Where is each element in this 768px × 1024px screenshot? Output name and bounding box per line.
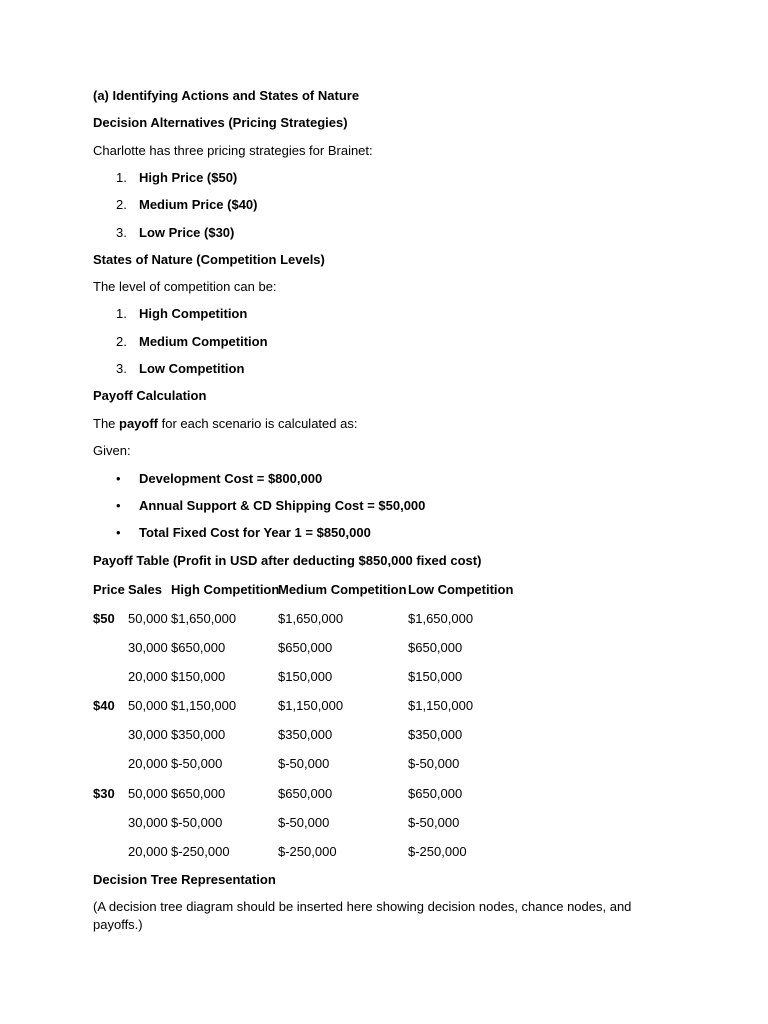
payoff-intro (93, 416, 357, 432)
list-item: Total Fixed Cost for Year 1 = $850,000 (139, 525, 371, 540)
states-heading: States of Nature (Competition Levels) (93, 252, 325, 267)
list-number: 2. (116, 334, 127, 349)
column-header: Price (93, 582, 125, 597)
table-cell-high: $650,000 (171, 786, 226, 801)
payoff-intro-pre: The (93, 416, 120, 431)
table-cell-medium: $-250,000 (278, 844, 337, 859)
decision-tree-note: (A decision tree diagram should be inserted here showing decision nodes, chance nodes, and payoffs.) (93, 899, 632, 932)
table-cell-sales: 20,000 (128, 669, 168, 684)
table-cell-low: $-250,000 (408, 844, 467, 859)
table-cell-high: $350,000 (171, 727, 226, 742)
list-number: 2. (116, 197, 127, 212)
column-header: Sales (128, 582, 162, 597)
table-cell-sales: 50,000 (128, 698, 168, 713)
table-cell-medium: $1,650,000 (278, 611, 344, 626)
table-cell-high: $650,000 (171, 640, 226, 655)
table-cell-medium: $150,000 (278, 669, 333, 684)
list-number: 3. (116, 225, 127, 240)
table-cell-sales: 30,000 (128, 727, 168, 742)
section-heading-a: (a) Identifying Actions and States of Nature (93, 88, 360, 103)
table-cell-medium: $-50,000 (278, 756, 330, 771)
table-cell-low: $-50,000 (408, 756, 460, 771)
table-cell-medium: $-50,000 (278, 815, 330, 830)
table-cell-price: $50 (93, 611, 115, 626)
table-cell-high: $150,000 (171, 669, 226, 684)
table-cell-medium: $650,000 (278, 786, 333, 801)
table-cell-medium: $650,000 (278, 640, 333, 655)
table-cell-sales: 30,000 (128, 815, 168, 830)
bullet-icon: • (116, 525, 121, 540)
table-cell-sales: 50,000 (128, 786, 168, 801)
table-cell-sales: 20,000 (128, 756, 168, 771)
list-item: Annual Support & CD Shipping Cost = $50,000 (139, 498, 426, 513)
list-item: High Price ($50) (139, 170, 238, 185)
table-cell-low: $150,000 (408, 669, 463, 684)
bullet-icon: • (116, 471, 121, 486)
states-intro: The level of competition can be: (93, 279, 277, 294)
list-number: 1. (116, 306, 127, 321)
table-cell-high: $1,150,000 (171, 698, 237, 713)
table-cell-high: $-50,000 (171, 756, 223, 771)
table-cell-price: $30 (93, 786, 115, 801)
list-item: Medium Price ($40) (139, 197, 258, 212)
decision-alternatives-heading: Decision Alternatives (Pricing Strategies) (93, 115, 348, 130)
list-item: High Competition (139, 306, 248, 321)
column-header: Low Competition (408, 582, 514, 597)
bullet-icon: • (116, 498, 121, 513)
table-cell-medium: $1,150,000 (278, 698, 344, 713)
list-item: Medium Competition (139, 334, 268, 349)
table-cell-medium: $350,000 (278, 727, 333, 742)
table-cell-low: $650,000 (408, 640, 463, 655)
table-cell-low: $650,000 (408, 786, 463, 801)
decision-tree-heading: Decision Tree Representation (93, 872, 276, 887)
list-item: Low Competition (139, 361, 245, 376)
payoff-heading: Payoff Calculation (93, 388, 207, 403)
payoff-intro-bold: payoff (119, 416, 159, 431)
column-header: Medium Competition (278, 582, 407, 597)
given-label: Given: (93, 443, 131, 458)
list-item: Development Cost = $800,000 (139, 471, 323, 486)
table-cell-high: $1,650,000 (171, 611, 237, 626)
table-cell-high: $-50,000 (171, 815, 223, 830)
table-cell-low: $1,650,000 (408, 611, 474, 626)
list-number: 1. (116, 170, 127, 185)
payoff-table-heading: Payoff Table (Profit in USD after deducting $850,000 fixed cost) (93, 553, 482, 568)
list-item: Low Price ($30) (139, 225, 235, 240)
table-cell-low: $1,150,000 (408, 698, 474, 713)
table-cell-sales: 20,000 (128, 844, 168, 859)
table-cell-sales: 30,000 (128, 640, 168, 655)
table-cell-low: $350,000 (408, 727, 463, 742)
table-cell-price: $40 (93, 698, 115, 713)
decision-intro: Charlotte has three pricing strategies for Brainet: (93, 143, 373, 158)
payoff-intro-post: for each scenario is calculated as: (158, 416, 358, 431)
list-number: 3. (116, 361, 127, 376)
table-cell-low: $-50,000 (408, 815, 460, 830)
table-cell-sales: 50,000 (128, 611, 168, 626)
table-cell-high: $-250,000 (171, 844, 230, 859)
column-header: High Competition (171, 582, 280, 597)
